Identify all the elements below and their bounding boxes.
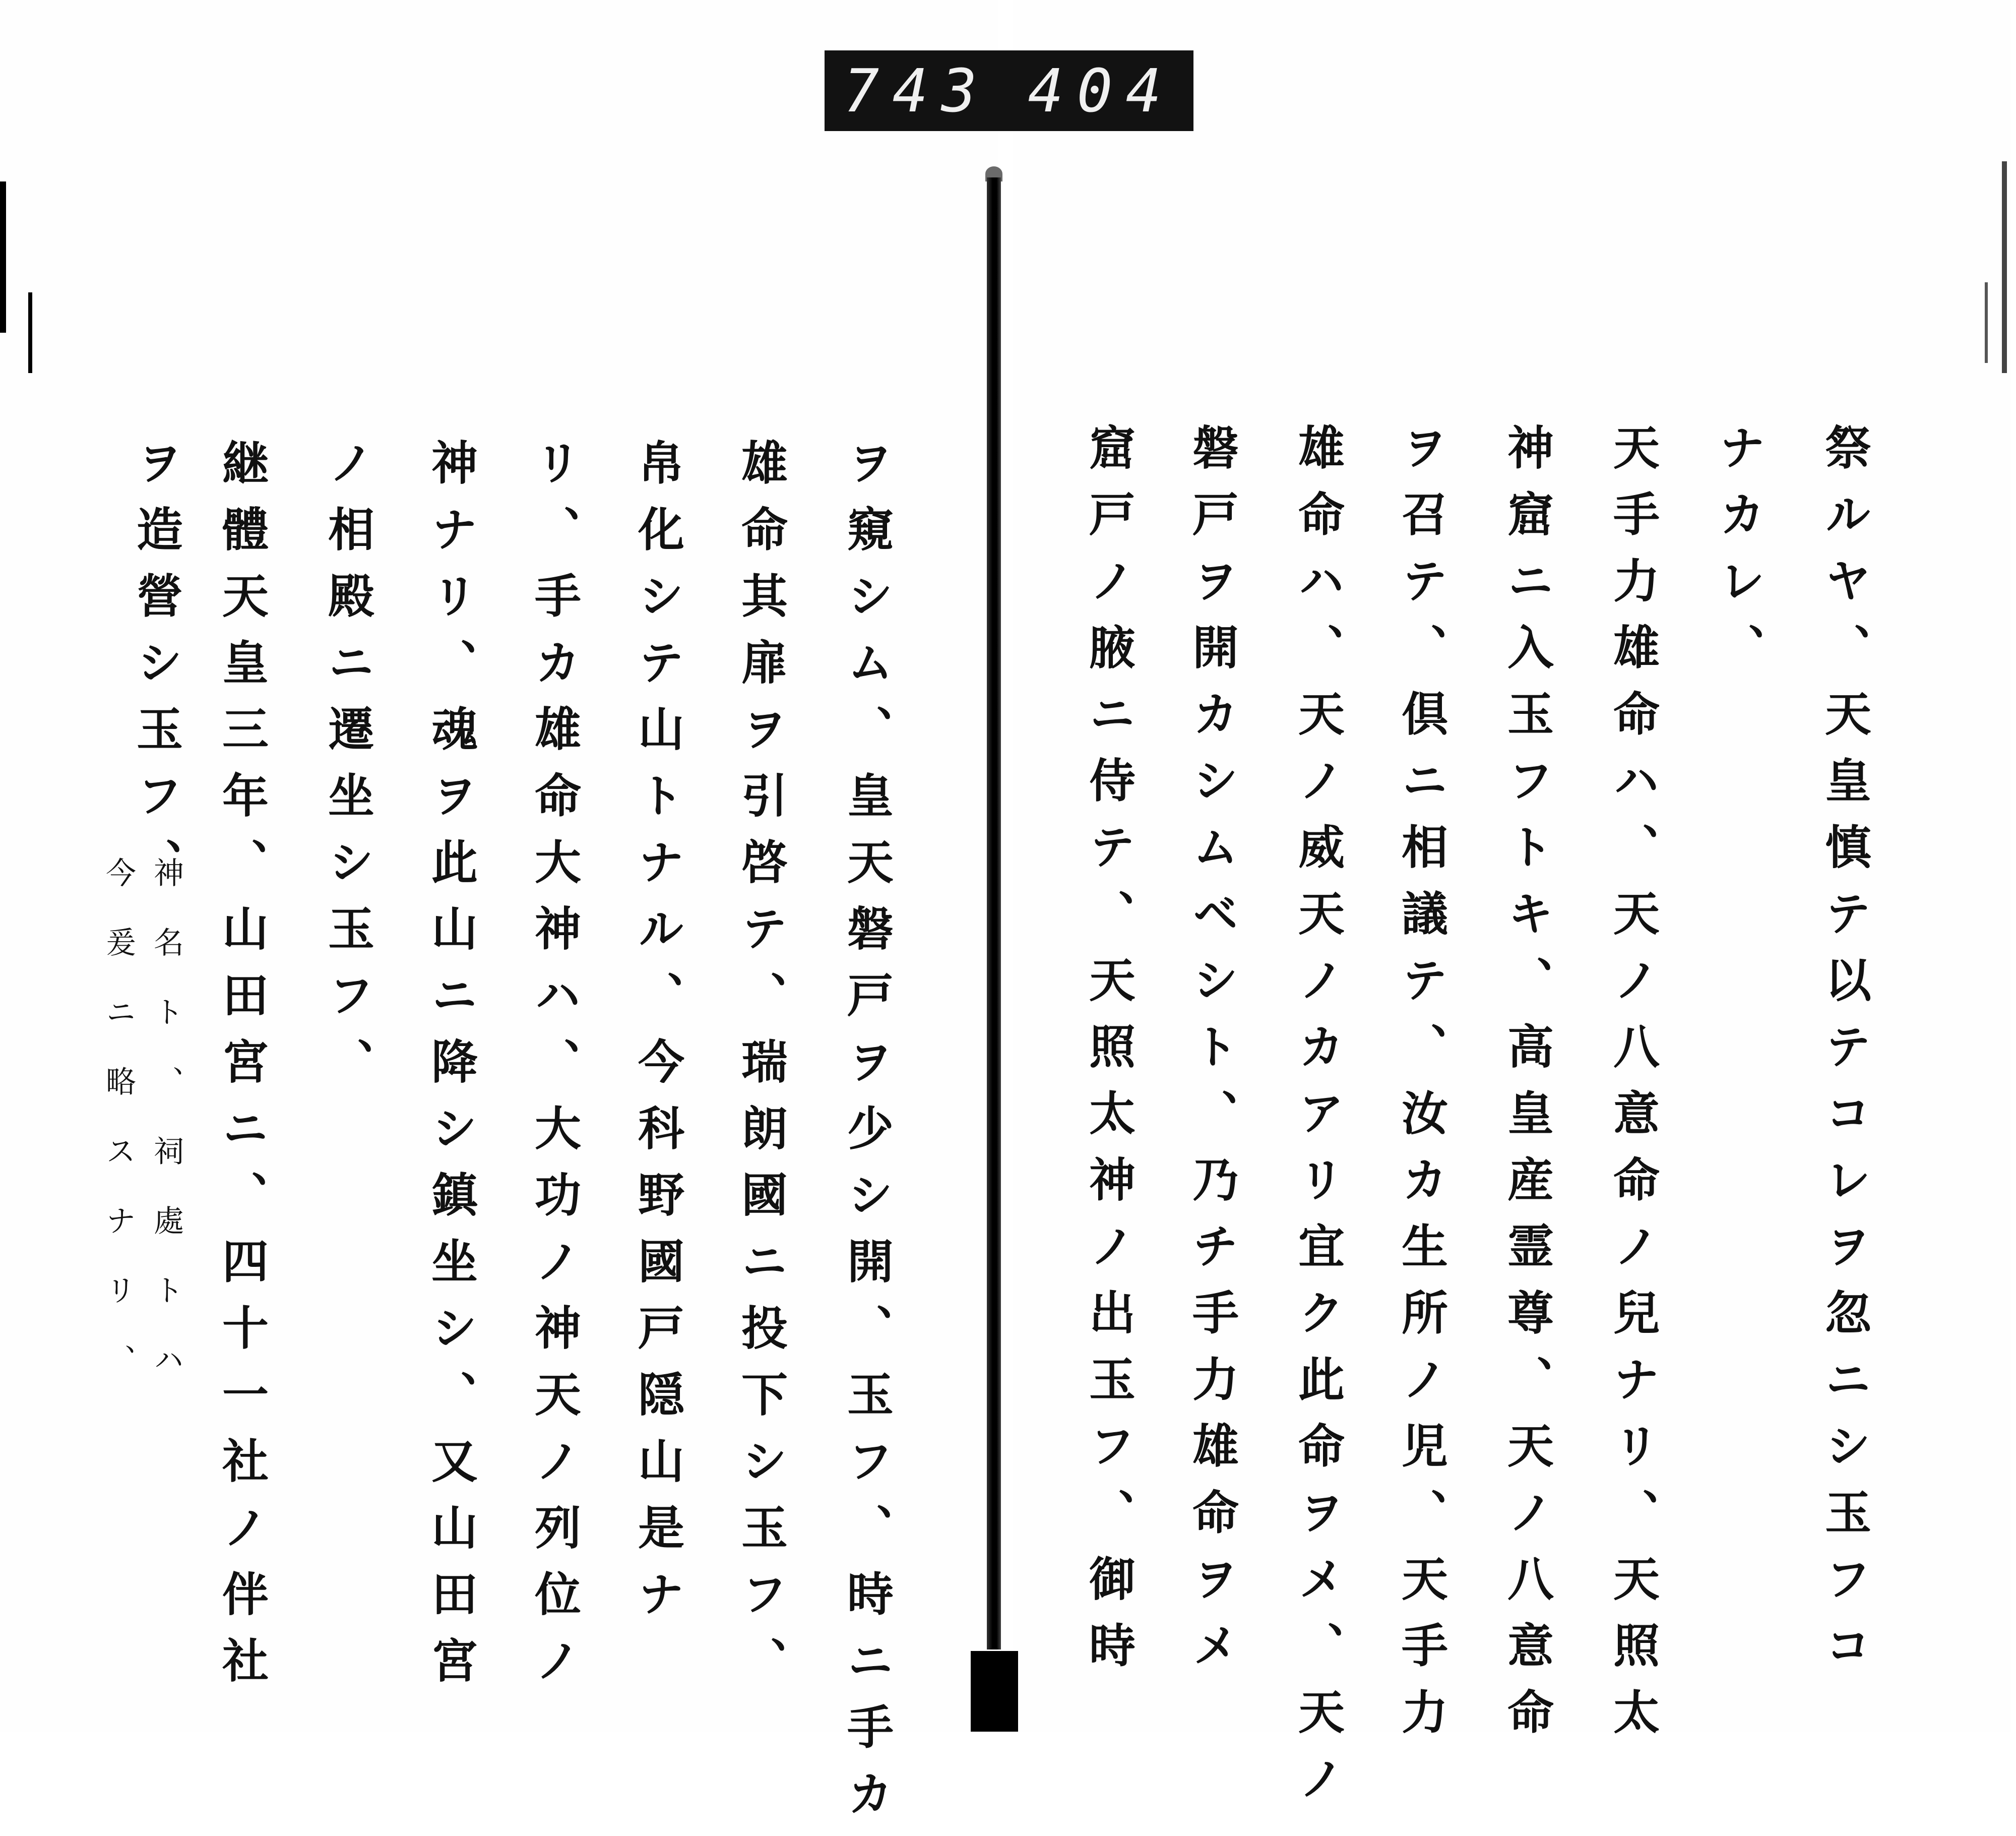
left-col-6: ノ相殿ニ遷坐シ玉フ、 [321, 439, 375, 1104]
left-note-col-1: 神名ト、祠處トハ [149, 857, 184, 1414]
right-col-6: 雄命ハ、天ノ威天ノカアリ宜ク此命ヲメ、天ノ [1291, 423, 1345, 1821]
right-col-8: 窟戸ノ腋ニ侍テ、天照太神ノ出玉フ、御時 [1082, 423, 1136, 1688]
left-col-7: 継體天皇三年、山田宮ニ、四十一社ノ伴社 [215, 439, 269, 1703]
left-col-3: 帛化シテ山トナル、今科野國戸隠山是ナ [631, 439, 685, 1636]
right-col-2: ナカレ、 [1712, 423, 1766, 690]
left-col-1: ヲ窺シム、皇天磐戸ヲ少シ開、玉フ、時ニ手カ [840, 439, 894, 1836]
left-col-4: リ、手カ雄命大神ハ、大功ノ神天ノ列位ノ [527, 439, 582, 1703]
left-col-5: 神ナリ、魂ヲ此山ニ降シ鎮坐シ、又山田宮 [424, 439, 478, 1703]
right-col-3: 天手力雄命ハ、天ノ八意命ノ兒ナリ、天照太 [1606, 423, 1660, 1754]
left-col-8: ヲ造營シ玉フ、 [129, 439, 183, 904]
right-edge-line [1985, 282, 1988, 363]
gutter-rod [987, 177, 1001, 1649]
left-edge-line [28, 292, 32, 373]
left-note-col-2: 今爰ニ略スナリ、 [101, 857, 136, 1414]
frame-counter-right: 404 [1028, 56, 1175, 126]
right-col-5: ヲ召テ、倶ニ相議テ、汝カ生所ノ児、天手力 [1394, 423, 1448, 1754]
frame-counter [825, 50, 1193, 131]
left-col-2: 雄命其扉ヲ引啓テ、瑞朗國ニ投下シ玉フ、 [734, 439, 788, 1703]
right-col-7: 磐戸ヲ開カシムベシト、乃チ手力雄命ヲメ [1185, 423, 1239, 1688]
gutter-rod-foot [971, 1651, 1018, 1732]
right-col-4: 神窟ニ入玉フトキ、高皇産霊尊、天ノ八意命 [1500, 423, 1554, 1754]
left-edge-mark [0, 181, 6, 333]
right-edge-mark [2002, 161, 2007, 373]
frame-counter-left: 743 [843, 56, 990, 126]
right-col-1: 祭ルヤ、天皇慎テ以テコレヲ忽ニシ玉フコ [1817, 423, 1872, 1688]
